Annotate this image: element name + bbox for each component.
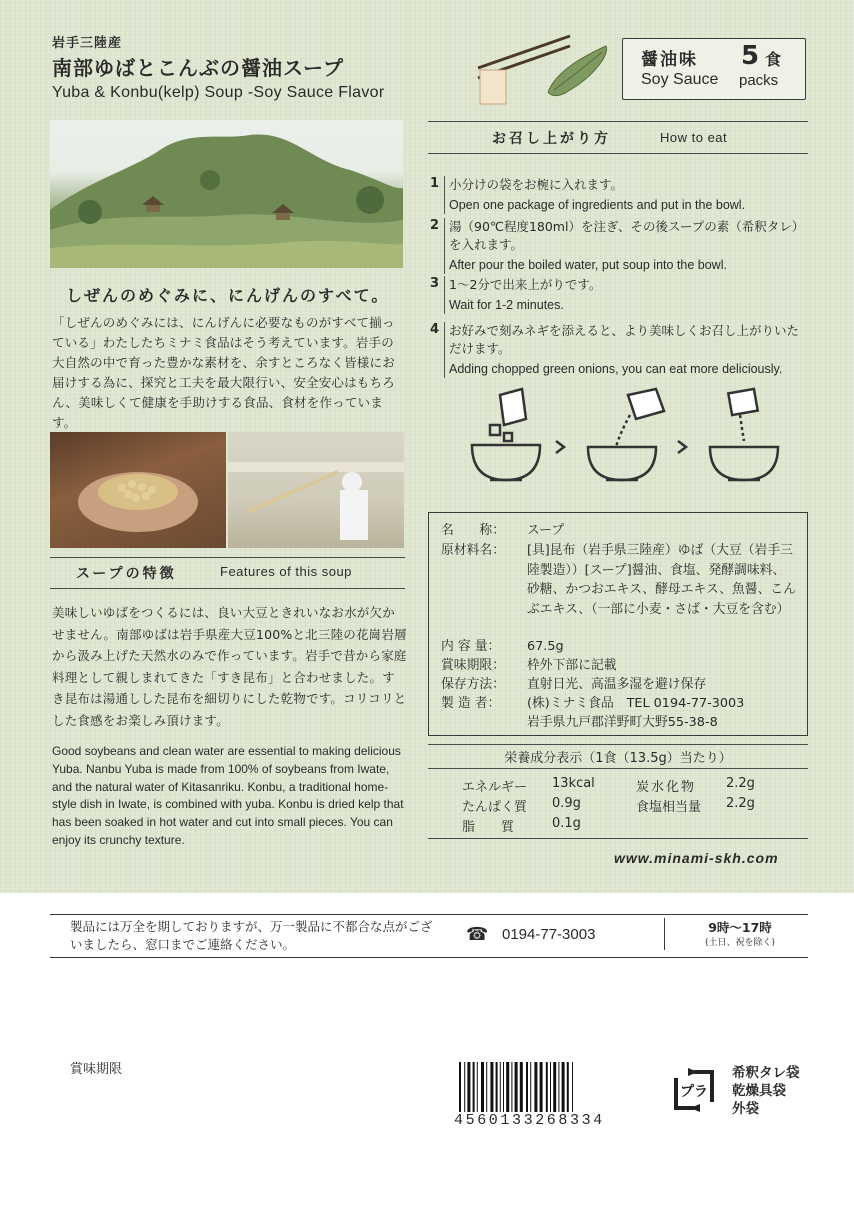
nutrition-label: 脂 質 [462, 820, 515, 835]
barcode-bar [496, 1062, 498, 1114]
step-text-jp: お好みで刻みネギを添えると、より美味しくお召し上がりいただけます。 [449, 323, 800, 356]
barcode-bar [572, 1062, 573, 1114]
barcode-bar [567, 1062, 569, 1114]
barcode-bar [515, 1062, 518, 1114]
nutrition-value: 0.9g [552, 796, 581, 811]
info-value: 岩手県九戸郡洋野町大野55-38-8 [527, 715, 718, 730]
divider [428, 121, 808, 122]
product-title-en: Yuba & Konbu(kelp) Soup -Soy Sauce Flavor [52, 84, 385, 101]
info-label: 製 造 者： [441, 696, 501, 711]
barcode-bar [477, 1062, 478, 1114]
info-value: スープ [527, 523, 565, 538]
step-text-jp: 1～2分で出来上がりです。 [449, 277, 602, 292]
nutrition-value: 2.2g [726, 796, 755, 811]
pura-recycle-icon [668, 1064, 720, 1116]
recycle-item: 希釈タレ袋 [732, 1065, 800, 1081]
pack-count-en: packs [739, 72, 779, 89]
info-value: 67.5g [527, 639, 564, 654]
features-title-jp: スープの特徴 [76, 566, 177, 582]
barcode-bar [490, 1062, 493, 1114]
landscape-painting [50, 120, 403, 268]
step-1 [430, 176, 810, 216]
step-number: 2 [430, 218, 440, 233]
divider [664, 918, 665, 950]
barcode-bar [506, 1062, 509, 1114]
barcode-bar [473, 1062, 475, 1114]
barcode-bar [464, 1062, 465, 1114]
nutrition-title: 栄養成分表示（1食（13.5g）当たり） [504, 751, 732, 766]
region-label: 岩手三陸産 [52, 36, 123, 51]
step-text-en: Wait for 1-2 minutes. [449, 298, 564, 312]
info-value: 枠外下部に記載 [527, 658, 617, 673]
barcode-bar [520, 1062, 523, 1114]
divider [428, 153, 808, 154]
barcode-bar [459, 1062, 461, 1114]
barcode-bar [526, 1062, 528, 1114]
yuba-factory-photo [228, 432, 404, 548]
step-3 [430, 276, 810, 316]
info-label: 保存方法： [441, 677, 505, 692]
features-title-en: Features of this soup [220, 564, 352, 579]
barcode-bar [530, 1062, 531, 1114]
contact-message: 製品には万全を期しておりますが、万一製品に不都合な点がございましたら、窓口までご連絡ください。 [70, 919, 433, 952]
features-text-jp: 美味しいゆばをつくるには、良い大豆ときれいなお水が欠かせません。南部ゆばは岩手県産大豆100%と北三陸の花崗岩層から汲み上げた天然水のみで作っています。岩手で昔から家庭料理として親しまれてきた「すき昆布」と合わせました。すき昆布は湯通しした昆布を細切りにした乾物です。コリコリとした食感をお楽しみ頂けます。 [52, 605, 407, 728]
barcode-bar [511, 1062, 512, 1114]
nutrition-label: 食塩相当量 [636, 800, 702, 815]
step-number: 1 [430, 176, 440, 191]
nutrition-value: 0.1g [552, 816, 581, 831]
step-2 [430, 218, 810, 274]
barcode-bar [467, 1062, 470, 1114]
nutrition-label: 炭水化物 [636, 780, 697, 795]
barcode-bar [558, 1062, 559, 1114]
info-label: 原材料名： [441, 543, 505, 558]
barcode-bar [562, 1062, 565, 1114]
website-url[interactable]: www.minami-skh.com [614, 850, 779, 866]
barcode-bar [486, 1062, 487, 1114]
flavor-en: Soy Sauce [641, 71, 719, 88]
nutrition-value: 2.2g [726, 776, 755, 791]
barcode-bar [550, 1062, 551, 1114]
expiry-label: 賞味期限 [70, 1062, 123, 1077]
recycle-items [732, 1064, 800, 1118]
bowl-with-package-icon [472, 389, 540, 480]
step-text-en: After pour the boiled water, put soup into the bowl. [449, 258, 727, 272]
chopsticks-kelp-illustration [470, 32, 620, 106]
recycle-item: 外袋 [732, 1101, 759, 1117]
step-4 [430, 322, 810, 378]
arrow-right-icon [556, 441, 564, 453]
step-text-jp: 小分けの袋をお椀に入れます。 [449, 177, 624, 192]
recycle-label: プラ [680, 1084, 708, 1100]
how-to-eat-title-jp: お召し上がり方 [492, 131, 611, 147]
intro-text: 「しぜんのめぐみには、にんげんに必要なものがすべて揃っている」わたしたちミナミ食品はそう考えています。岩手の大自然の中で育った豊かな素材を、余すところなく皆様にお届けする為に、探究と工夫を最大限行い、安全安心はもちろん、美味しくて健康を手助けする食品、食材を作っています。 [52, 315, 395, 430]
barcode-bar [500, 1062, 501, 1114]
bowl-with-soup-packet-icon [710, 389, 778, 480]
divider [428, 768, 808, 769]
info-value: 直射日光、高温多湿を避け保存 [527, 677, 707, 692]
step-number: 4 [430, 322, 440, 337]
arrow-right-icon [678, 441, 686, 453]
divider [428, 838, 808, 839]
pack-count-unit: 食 [765, 50, 782, 69]
business-hours-note: (土日、祝を除く) [704, 938, 776, 948]
divider [50, 588, 405, 589]
barcode-number: 4560133268334 [452, 1112, 634, 1129]
business-hours: 9時～17時 [708, 920, 772, 935]
contact-phone: 0194-77-3003 [502, 926, 596, 943]
divider [50, 914, 808, 915]
step-text-jp: 湯（90℃程度180ml）を注ぎ、その後スープの素（希釈タレ）を入れます。 [449, 219, 805, 252]
flavor-jp: 醤油味 [641, 50, 698, 70]
pack-count: 5 [741, 41, 760, 71]
info-label: 内 容 量： [441, 639, 501, 654]
how-to-eat-title-en: How to eat [660, 130, 728, 145]
nutrition-label: たんぱく質 [462, 800, 528, 815]
preparation-steps-illustration [460, 385, 810, 485]
product-title-jp: 南部ゆばとこんぶの醤油スープ [52, 56, 344, 80]
soybeans-hands-photo [50, 432, 226, 548]
nutrition-label: エネルギー [462, 780, 528, 795]
barcode-bar [553, 1062, 556, 1114]
tagline: しぜんのめぐみに、にんげんのすべて。 [66, 286, 390, 305]
barcode-bar [546, 1062, 548, 1114]
info-value: (株)ミナミ食品 TEL 0194-77-3003 [527, 696, 745, 711]
divider [50, 957, 808, 958]
step-text-en: Adding chopped green onions, you can eat more deliciously. [449, 362, 783, 376]
flavor-box [622, 38, 806, 100]
barcode-bar [540, 1062, 543, 1114]
features-text-en: Good soybeans and clean water are essential to making delicious Yuba. Nanbu Yuba is made from 100% of soybeans from Iwate, and the natural water of Kitasanriku. Konbu, a traditional home-style dish in Iwate, is combined with yuba. Konbu is dried kelp that has been soaked in hot water and cut into small pieces. You can enjoy its crunchy texture. [52, 744, 404, 847]
divider [50, 557, 405, 558]
barcode-bar [503, 1062, 504, 1114]
bowl-with-kettle-icon [588, 389, 664, 480]
barcode-bar [534, 1062, 537, 1114]
info-label: 名 称： [441, 523, 505, 538]
telephone-icon: ☎ [466, 924, 489, 945]
barcode-bar [481, 1062, 484, 1114]
divider [428, 744, 808, 745]
info-value: [具]昆布（岩手県三陸産）ゆば（大豆（岩手三陸製造））[スープ]醤油、食塩、発酵調味料、砂糖、かつおエキス、酵母エキス、魚醤、こんぶエキス、（一部に小麦・さば・大豆を含む） [527, 543, 796, 617]
info-label: 賞味期限： [441, 658, 505, 673]
step-text-en: Open one package of ingredients and put in the bowl. [449, 198, 746, 212]
recycle-item: 乾燥具袋 [732, 1083, 786, 1099]
nutrition-value: 13kcal [552, 776, 595, 791]
product-info-table [428, 512, 808, 736]
step-number: 3 [430, 276, 440, 291]
